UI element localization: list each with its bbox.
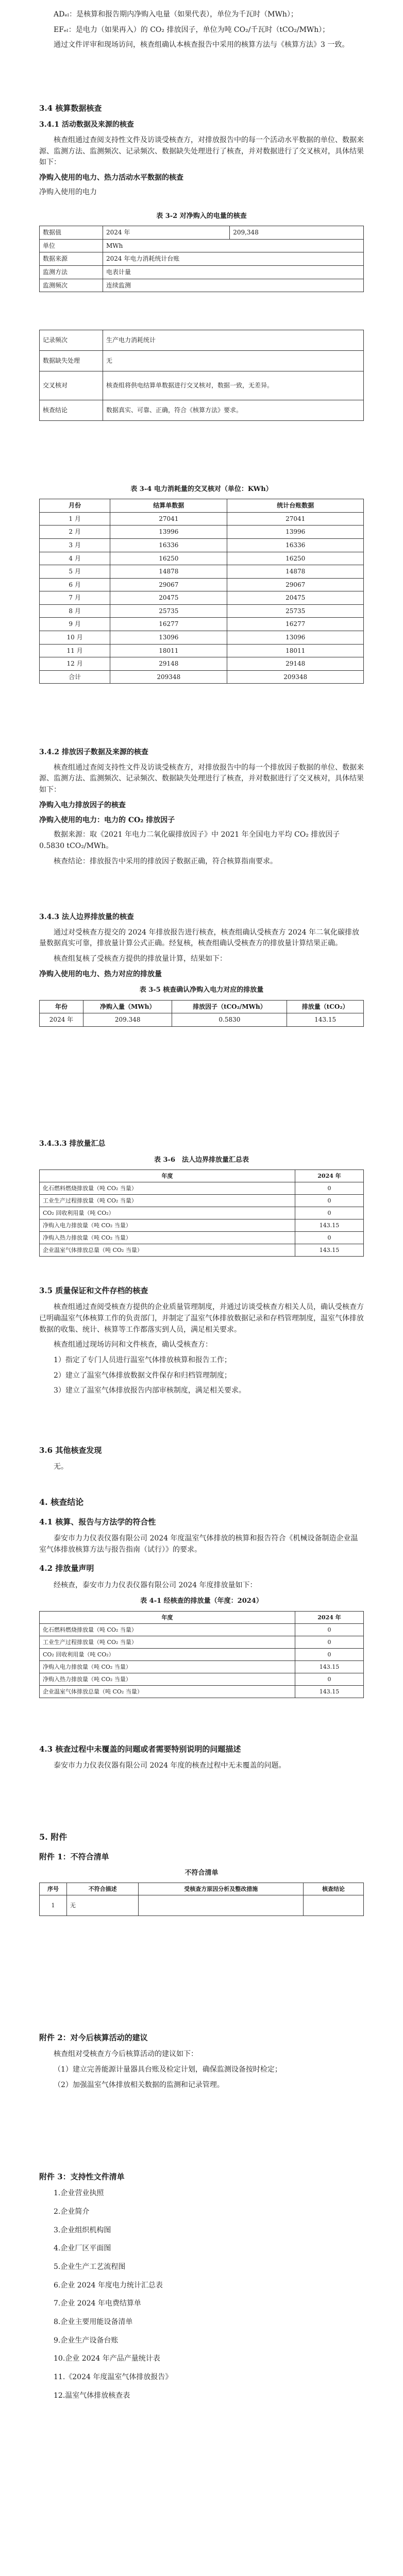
- list-item: 1）指定了专门人员进行温室气体排放核算和报告工作；: [54, 1356, 231, 1364]
- data-table: [39, 499, 364, 684]
- table-row: [40, 644, 364, 657]
- list-item: （1）建立完善能源计量器具台账及检定计划，确保监测设备按时检定；: [54, 2065, 282, 2074]
- table-cell: 6 月: [40, 578, 110, 591]
- table-body: [40, 1182, 364, 1256]
- paragraph: 核查结论：排放报告中采用的排放因子数据正确，符合核算指南要求。: [54, 857, 277, 866]
- table-cell: 数据缺失处理: [40, 351, 103, 371]
- table-header: 排放因子（tCO₂/MWh）: [172, 1000, 287, 1013]
- table-3-2: [39, 206, 364, 292]
- table-cell: 13096: [110, 631, 227, 645]
- table-header: 年度: [40, 1170, 295, 1182]
- subsection-title: 3.4.3.3 排放量汇总: [39, 1140, 106, 1148]
- table-row: [40, 279, 364, 292]
- table-cell: 工业生产过程排放量（吨 CO₂ 当量）: [40, 1194, 295, 1207]
- subsection-title: 附件 1：不符合清单: [39, 1852, 109, 1861]
- list-item: 1.企业营业执照: [54, 2189, 104, 2198]
- table-header-row: [40, 1611, 364, 1623]
- table-cell: 净购入电力排放量（吨 CO₂ 当量）: [40, 1660, 295, 1673]
- table-row: [40, 552, 364, 565]
- table-cell: 无: [103, 351, 364, 371]
- paragraph: 核查组通过现场访问和文件核查，确认受核查方：: [54, 1341, 212, 1349]
- table-cell: 电表计量: [103, 265, 364, 279]
- list-item: 12.温室气体排放核查表: [54, 2391, 130, 2400]
- table-cell: 0: [295, 1207, 364, 1219]
- list-item: 3）建立了温室气体排放报告内部审核制度，满足相关要求。: [54, 1386, 246, 1395]
- table-cell: 25735: [227, 604, 364, 618]
- table-cell: 16277: [110, 618, 227, 631]
- table-header: 年份: [40, 1000, 83, 1013]
- table-cell: 2024 年电力消耗统计台账: [103, 252, 364, 266]
- table-row: [40, 512, 364, 526]
- section-3-4: [39, 95, 364, 202]
- table-3-4: [39, 479, 364, 684]
- table-cell: 净购入热力排放量（吨 CO₂ 当量）: [40, 1673, 295, 1685]
- table-cell: 209,348: [230, 226, 364, 240]
- table-cell: 143.15: [295, 1660, 364, 1673]
- table-cell: 18011: [110, 644, 227, 657]
- table-row: [40, 239, 364, 252]
- table-cell: 0.5830: [172, 1013, 287, 1027]
- paragraph: 泰安市力力仪表仪器有限公司 2024 年度的核查过程中无未覆盖的问题。: [54, 1761, 286, 1770]
- subsection-title: 4.1 核算、报告与方法学的符合性: [39, 1517, 156, 1527]
- table-row: [40, 1895, 364, 1916]
- subsection-title: 净购入使用的电力：电力的 CO₂ 排放因子: [39, 816, 175, 825]
- table-row: [40, 226, 364, 240]
- table-cell: 29148: [227, 657, 364, 671]
- table-cell: 8 月: [40, 604, 110, 618]
- table-cell: 29067: [110, 578, 227, 591]
- table-row: [40, 1207, 364, 1219]
- table-cell: 数据真实、可靠、正确，符合《核算方法》要求。: [103, 400, 364, 421]
- section-title: 5. 附件: [39, 1832, 68, 1842]
- attachment-3: [39, 2164, 364, 2409]
- subsection-title: 净购入使用的电力、热力对应的排放量: [39, 970, 162, 978]
- table-cell: 25735: [110, 604, 227, 618]
- table-cell: CO₂ 回收利用量（吨 CO₂）: [40, 1207, 295, 1219]
- table-cell: 13096: [227, 631, 364, 645]
- table-cell: 13996: [110, 526, 227, 539]
- table-cell: 企业温室气体排放总量（吨 CO₂ 当量）: [40, 1685, 295, 1698]
- list-item: 7.企业 2024 年电费结算单: [54, 2299, 141, 2308]
- table-header: 核查结论: [304, 1883, 364, 1895]
- table-cell: 29067: [227, 578, 364, 591]
- list-item: 3.企业组织机构图: [54, 2226, 111, 2234]
- table-row: [40, 1013, 364, 1027]
- list-item: 5.企业生产工艺流程图: [54, 2263, 126, 2271]
- table-row: [40, 538, 364, 552]
- table-cell: 13996: [227, 526, 364, 539]
- paragraph: 泰安市力力仪表仪器有限公司 2024 年度温室气体排放的核算和报告符合《机械设备制造企业温室气体排放核算方法与报告指南（试行）》的要求。: [39, 1534, 358, 1554]
- section-3-5: [39, 1278, 364, 1401]
- table-row: [40, 591, 364, 605]
- subsection-title: 净购入使用的电力、热力活动水平数据的核查: [39, 174, 183, 182]
- table-cell: 0: [295, 1673, 364, 1685]
- table-caption: 表 3-5 核查确认净购入电力对应的排放量: [139, 986, 264, 994]
- table-cell: 无: [67, 1895, 139, 1916]
- paragraph: 数据来源：取《2021 年电力二氧化碳排放因子》中 2021 年全国电力平均 CO₂ 排放因子 0.5830 tCO₂/MWh。: [39, 831, 340, 850]
- table-cell: MWh: [103, 239, 364, 252]
- table-cell: 单位: [40, 239, 103, 252]
- table-row: [40, 578, 364, 591]
- table-row: [40, 657, 364, 671]
- paragraph: 无。: [54, 1463, 68, 1471]
- table-cell: 1 月: [40, 512, 110, 526]
- list-item: 8.企业主要用能设备清单: [54, 2318, 133, 2327]
- table-header: 排放量（tCO₂）: [287, 1000, 364, 1013]
- table-header-row: [40, 499, 364, 513]
- table-row: [40, 1673, 364, 1685]
- table-cell: 交叉核对: [40, 371, 103, 400]
- table-cell: 数据值: [40, 226, 103, 240]
- table-cell: 12 月: [40, 657, 110, 671]
- table-cell: 0: [295, 1182, 364, 1194]
- table-caption: 表 4-1 经核查的排放量（年度：2024）: [140, 1597, 263, 1605]
- formula-definitions: [39, 9, 364, 55]
- table-cell: [139, 1895, 304, 1916]
- table-cell: 2024 年: [103, 226, 230, 240]
- table-row: [40, 1244, 364, 1257]
- table-cell: 16277: [227, 618, 364, 631]
- table-cell: 20475: [110, 591, 227, 605]
- table-cell: 16336: [227, 538, 364, 552]
- section-3-6: [39, 1437, 364, 1477]
- table-cell: 净购入电力排放量（吨 CO₂ 当量）: [40, 1219, 295, 1232]
- table-cell: 5 月: [40, 565, 110, 579]
- table-caption: 表 3-6 法人边界排放量汇总表: [154, 1156, 249, 1164]
- table-row: [40, 371, 364, 400]
- list-item: 9.企业生产设备台账: [54, 2336, 119, 2345]
- list-item: 2.企业简介: [54, 2207, 90, 2216]
- table-header-row: [40, 1000, 364, 1013]
- table-cell: 4 月: [40, 552, 110, 565]
- table-body: [40, 512, 364, 684]
- table-cell: 27041: [110, 512, 227, 526]
- list-item: （2）加强温室气体排放相关数据的监测和记录管理。: [54, 2080, 224, 2089]
- table-row: [40, 265, 364, 279]
- table-cell: 连续监测: [103, 279, 364, 292]
- table-row: [40, 604, 364, 618]
- table-cell: 9 月: [40, 618, 110, 631]
- table-cell: 16336: [110, 538, 227, 552]
- table-row: [40, 618, 364, 631]
- table-cell: 0: [295, 1232, 364, 1244]
- table-header: 结算单数据: [110, 499, 227, 513]
- data-table: [39, 1611, 364, 1698]
- table-row: [40, 1232, 364, 1244]
- table-row: [40, 1636, 364, 1648]
- table-cell: 29148: [110, 657, 227, 671]
- subsection-title: 3.4.3 法人边界排放量的核查: [39, 913, 134, 921]
- table-cell: 209.348: [83, 1013, 172, 1027]
- table-cell: 143.15: [295, 1244, 364, 1257]
- table-header: 统计台账数据: [227, 499, 364, 513]
- list-item: 2）建立了温室气体排放数据文件保存和归档管理制度；: [54, 1371, 231, 1380]
- table-cell: 10 月: [40, 631, 110, 645]
- table-cell: 监测方法: [40, 265, 103, 279]
- table-cell: 11 月: [40, 644, 110, 657]
- table-caption: 不符合清单: [184, 1869, 219, 1877]
- attachment-2: [39, 2025, 364, 2095]
- table-cell: 16250: [227, 552, 364, 565]
- table-caption: 表 3-4 电力消耗量的交叉核对（单位：KWh）: [130, 485, 273, 493]
- table-header: 年度: [40, 1611, 295, 1623]
- ef-definition: EFₑₗ：是电力（如果再入）的 CO₂ 排放因子，单位为吨 CO₂/千瓦时（tCO₂/MWh）；: [54, 25, 330, 34]
- paragraph: 核查组通过查阅支持性文件及访谈受核查方，对排放报告中的每一个活动水平数据的单位、数据来源、监测方法、监测频次、记录频次、数据缺失处理进行了核查，并对数据进行了交叉核对，具体结果如下：: [39, 135, 364, 167]
- method-paragraph: 通过文件评审和现场访问，核查组确认本核查报告中采用的核算方法与《核算方法》3 一致。: [54, 41, 349, 49]
- subsection-title: 3.4.1 活动数据及来源的核查: [39, 121, 134, 129]
- table-header: 月份: [40, 499, 110, 513]
- list-item: 6.企业 2024 年度电力统计汇总表: [54, 2281, 163, 2290]
- table-header: 2024 年: [295, 1170, 364, 1182]
- table-row: [40, 1194, 364, 1207]
- table-header: 不符合描述: [67, 1883, 139, 1895]
- table-cell: 27041: [227, 512, 364, 526]
- paragraph: 核查组通过查阅支持性文件及访谈受核查方，对排放报告中的每一个排放因子数据的单位、数据来源、监测方法、监测频次、记录频次、数据缺失处理进行了核查，并对数据进行了交叉核对，具体结果如下：: [39, 763, 364, 794]
- table-cell: 工业生产过程排放量（吨 CO₂ 当量）: [40, 1636, 295, 1648]
- paragraph: 核查组对受核查方今后核算活动的建议如下：: [54, 2050, 198, 2059]
- subsection-title: 净购入电力排放因子的核查: [39, 801, 126, 809]
- table-header: 净购入量（MWh）: [83, 1000, 172, 1013]
- section-3-4-2: [39, 742, 364, 871]
- table-header-row: [40, 1170, 364, 1182]
- section-title: 3.5 质量保证和文件存档的核查: [39, 1286, 148, 1295]
- ad-definition: ADₑₗ：是核算和报告期内净购入电量（如果代表），单位为千瓦时（MWh）；: [54, 10, 298, 19]
- supporting-documents-list: [39, 2188, 364, 2401]
- table-cell: 143.15: [287, 1013, 364, 1027]
- table-cell: 16250: [110, 552, 227, 565]
- table-cell: 数据来源: [40, 252, 103, 266]
- table-header: 2024 年: [295, 1611, 364, 1623]
- section-title: 4. 核查结论: [39, 1497, 84, 1507]
- table-row: [40, 631, 364, 645]
- table-cell: 20475: [227, 591, 364, 605]
- subsection-title: 4.2 排放量声明: [39, 1564, 94, 1573]
- table-row: [40, 670, 364, 684]
- table-cell: 核查组将供电结算单数据进行交叉核对，数据一致，无差异。: [103, 371, 364, 400]
- table-row: [40, 351, 364, 371]
- list-item: 11.《2024 年度温室气体排放报告》: [54, 2373, 173, 2382]
- subsection-title: 附件 2：对今后核算活动的建议: [39, 2033, 148, 2042]
- table-cell: 209348: [110, 670, 227, 684]
- table-cell: CO₂ 回收利用量（吨 CO₂）: [40, 1648, 295, 1660]
- paragraph: 通过对受核查方提交的 2024 年排放报告进行核查，核查组确认受核查方 2024 年二氧化碳排放量数据真实可靠，排放量计算公式正确。经复核，核查组确认受核查方的排放量计算结果正确。: [39, 928, 360, 948]
- table-body: [40, 1623, 364, 1698]
- table-cell: 0: [295, 1636, 364, 1648]
- section-title: 3.6 其他核查发现: [39, 1446, 102, 1455]
- table-caption: 表 3-2 对净购入的电量的核查: [156, 212, 247, 220]
- data-table: [39, 226, 364, 292]
- section-3-4-3-3: [39, 1133, 364, 1257]
- table-cell: 0: [295, 1648, 364, 1660]
- table-cell: 化石燃料燃烧排放量（吨 CO₂ 当量）: [40, 1182, 295, 1194]
- section-3-4-3: [39, 907, 364, 1027]
- table-row: [40, 330, 364, 351]
- paragraph: 净购入使用的电力: [39, 188, 97, 196]
- table-header: 序号: [40, 1883, 67, 1895]
- subsection-title: 3.4.2 排放因子数据及来源的核查: [39, 748, 148, 756]
- table-cell: 7 月: [40, 591, 110, 605]
- section-4-3: [39, 1736, 364, 1776]
- table-row: [40, 1685, 364, 1698]
- list-item: 10.企业 2024 年产品产量统计表: [54, 2354, 160, 2363]
- subsection-title: 4.3 核查过程中未覆盖的问题或者需要特别说明的问题描述: [39, 1744, 241, 1754]
- table-row: [40, 252, 364, 266]
- table-cell: 记录频次: [40, 330, 103, 351]
- table-cell: 化石燃料燃烧排放量（吨 CO₂ 当量）: [40, 1623, 295, 1636]
- table-row: [40, 400, 364, 421]
- table-row: [40, 565, 364, 579]
- table-row: [40, 1660, 364, 1673]
- table-header-row: [40, 1883, 364, 1895]
- table-cell: 2024 年: [40, 1013, 83, 1027]
- table-cell: 143.15: [295, 1685, 364, 1698]
- table-row: [40, 1219, 364, 1232]
- table-cell: 14878: [227, 565, 364, 579]
- table-cell: 18011: [227, 644, 364, 657]
- table-row: [40, 1623, 364, 1636]
- table-cell: 14878: [110, 565, 227, 579]
- data-table: [39, 1883, 364, 1916]
- table-cell: 监测频次: [40, 279, 103, 292]
- paragraph: 核查组通过查阅受核查方提供的企业质量管理制度，并通过访谈受核查方相关人员，确认受核查方已明确温室气体核算工作的负责部门，并制定了温室气体排放数据记录和存档管理制度，温室气体排放数据的收集、统计、核算等工作都落实到人员，满足相关要求。: [39, 1303, 364, 1334]
- table-cell: 143.15: [295, 1219, 364, 1232]
- table-cell: 净购入热力排放量（吨 CO₂ 当量）: [40, 1232, 295, 1244]
- section-4: [39, 1489, 364, 1698]
- table-cell: 核查结论: [40, 400, 103, 421]
- list-item: 4.企业厂区平面图: [54, 2244, 111, 2253]
- table-cell: 0: [295, 1194, 364, 1207]
- table-cell: 2 月: [40, 526, 110, 539]
- section-5: [39, 1824, 364, 1916]
- table-header: 受核查方原因分析及整改措施: [139, 1883, 304, 1895]
- table-cell: 合计: [40, 670, 110, 684]
- data-table: [39, 1000, 364, 1027]
- subsection-title: 附件 3：支持性文件清单: [39, 2172, 125, 2181]
- table-row: [40, 1648, 364, 1660]
- section-title: 3.4 核算数据核查: [39, 104, 102, 113]
- table-3-3: [39, 330, 364, 421]
- table-cell: [304, 1895, 364, 1916]
- table-row: [40, 526, 364, 539]
- table-cell: 生产电力消耗统计: [103, 330, 364, 351]
- paragraph: 核查组复核了受核查方提供的排放量计算，结果如下：: [54, 955, 227, 963]
- data-table: [39, 330, 364, 421]
- table-cell: 1: [40, 1895, 67, 1916]
- table-cell: 企业温室气体排放总量（吨 CO₂ 当量）: [40, 1244, 295, 1257]
- paragraph: 经核查，泰安市力力仪表仪器有限公司 2024 年度排放量如下：: [54, 1581, 257, 1589]
- table-cell: 3 月: [40, 538, 110, 552]
- table-row: [40, 1182, 364, 1194]
- table-cell: 0: [295, 1623, 364, 1636]
- table-cell: 209348: [227, 670, 364, 684]
- data-table: [39, 1170, 364, 1257]
